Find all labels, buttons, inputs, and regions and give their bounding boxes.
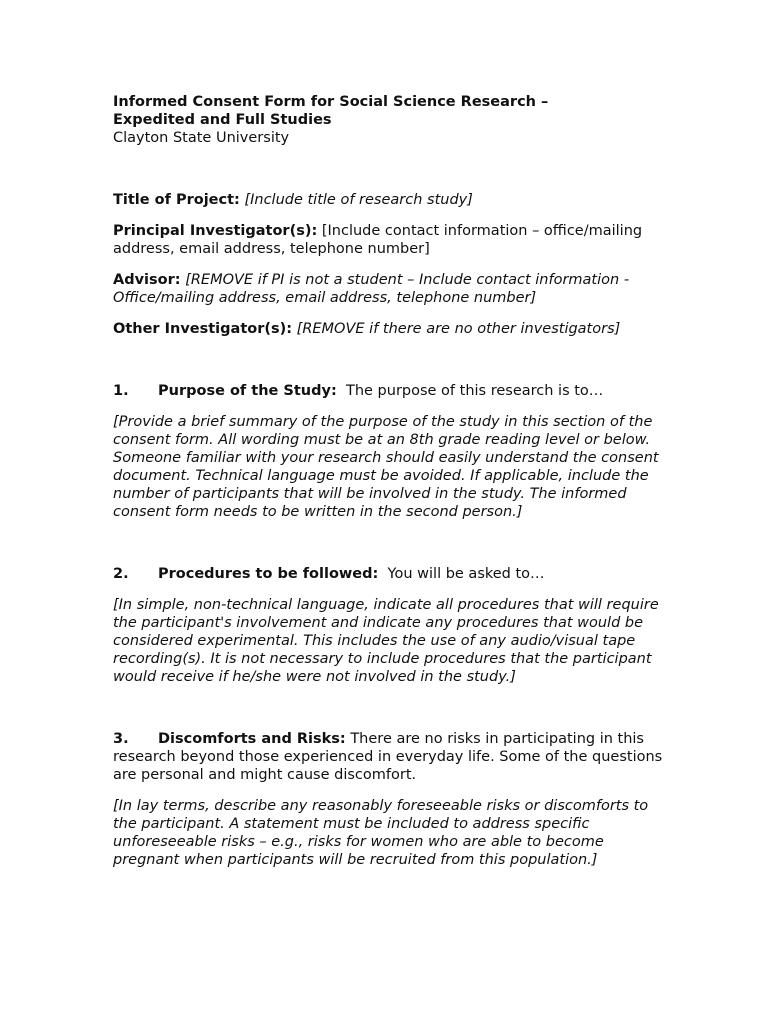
section-purpose-heading — [113, 382, 673, 400]
other-investigators-label: Other Investigator(s): — [113, 321, 293, 337]
document-header — [113, 93, 673, 147]
document-title-line2: Expedited and Full Studies — [113, 112, 332, 128]
section-number: 2. — [113, 566, 129, 582]
project-title-label: Title of Project: — [113, 192, 240, 208]
advisor-label: Advisor: — [113, 272, 181, 288]
section-procedures-guidance: [In simple, non-technical language, indicate all procedures that will require the participant's involvement and indicate any procedures that would be considered experimental. This includes the use of any audio/visual tape recording(s). It is not necessary to include procedures that the participant would receive if he/she were not involved in the study.] — [113, 597, 659, 685]
section-lead: You will be asked to… — [387, 566, 545, 582]
project-title-value: [Include title of research study] — [244, 192, 473, 208]
section-risks-guidance: [In lay terms, describe any reasonably foreseeable risks or discomforts to the participant. A statement must be included to address specific unforeseeable risks – e.g., risks for women who are able to become pregnant when participants will be recruited from this population.] — [113, 798, 649, 868]
section-title: Procedures to be followed: — [158, 566, 379, 582]
institution-name: Clayton State University — [113, 130, 290, 146]
other-investigators-value: [REMOVE if there are no other investigators] — [296, 321, 621, 337]
section-number: 1. — [113, 383, 129, 399]
project-title-field — [113, 191, 673, 209]
section-lead: The purpose of this research is to… — [345, 383, 604, 399]
section-purpose-guidance: [Provide a brief summary of the purpose of the study in this section of the consent form. All wording must be at an 8th grade reading level or below. Someone familiar with your research should easily understand the consent document. Technical language must be avoided. If applicable, include the number of participants that will be involved in the study. The informed consent form needs to be written in the second person.] — [113, 414, 659, 520]
principal-investigator-label: Principal Investigator(s): — [113, 223, 318, 239]
advisor-value: [REMOVE if PI is not a student – Include contact information - Office/mailing address, email address, telephone number] — [113, 272, 630, 306]
document-title-line1: Informed Consent Form for Social Science Research – — [113, 94, 549, 110]
advisor-field — [113, 271, 673, 307]
section-lead: There are no risks in participating in this research beyond those experienced in everyday life. Some of the questions are personal and might cause discomfort. — [113, 731, 663, 783]
section-number: 3. — [113, 731, 129, 747]
other-investigators-field — [113, 320, 673, 338]
section-risks-heading — [113, 730, 673, 784]
section-title: Purpose of the Study: — [158, 383, 337, 399]
document-content — [113, 93, 673, 869]
section-title: Discomforts and Risks: — [158, 731, 346, 747]
principal-investigator-value: [Include contact information – office/mailing address, email address, telephone number] — [113, 223, 643, 257]
principal-investigator-field — [113, 222, 673, 258]
section-procedures-heading — [113, 565, 673, 583]
